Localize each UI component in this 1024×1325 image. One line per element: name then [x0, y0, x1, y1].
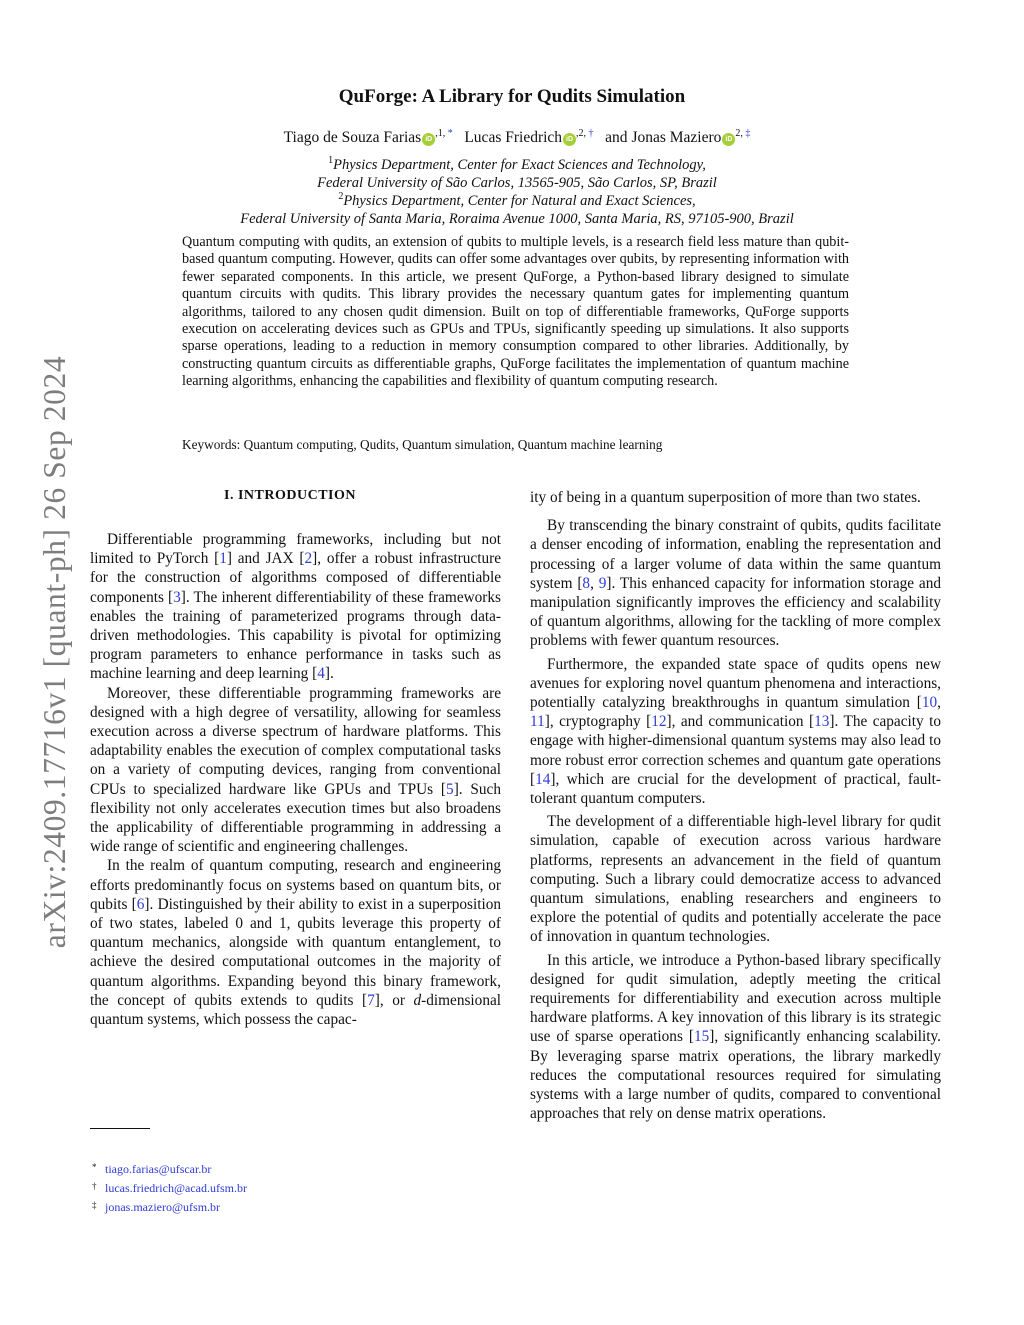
- column-left: [90, 530, 501, 1029]
- footnote: † lucas.friedrich@acad.ufsm.br: [92, 1181, 247, 1195]
- email-link[interactable]: jonas.maziero@ufsm.br: [105, 1200, 221, 1214]
- email-link[interactable]: lucas.friedrich@acad.ufsm.br: [105, 1181, 247, 1195]
- arxiv-sidebar-stamp: [33, 338, 77, 966]
- paragraph: In this article, we introduce a Python-based library specifically designed for qudit simulation, adeptly meeting the critical requirements for differentiability and execution across multiple hardware platforms. A key innovation of this library is its strategic use of sparse operations [15], significantly enhancing scalability. By leveraging sparse matrix operations, the library markedly reduces the computational resources required for simulating systems with a large number of qudits, compared to conventional approaches that rely on dense matrix operations.: [530, 951, 941, 1123]
- paragraph: Moreover, these differentiable programming frameworks are designed with a high degree of versatility, allowing for seamless execution across a diverse spectrum of hardware platforms. This adaptability enables the execution of complex computational tasks on a variety of computing devices, ranging from conventional CPUs to specialized hardware like GPUs and TPUs [5]. Such flexibility not only accelerates execution times but also broadens the applicability of differentiable programming in addressing a wide range of scientific and engineering challenges.: [90, 684, 501, 856]
- keywords: Keywords: Quantum computing, Qudits, Quantum simulation, Quantum machine learning: [182, 437, 663, 452]
- citation-link[interactable]: 8: [582, 574, 591, 592]
- author-footnote-link[interactable]: †: [588, 128, 594, 139]
- citation-link[interactable]: 1: [219, 550, 227, 568]
- citation-link[interactable]: 4: [317, 665, 325, 683]
- author-list: [0, 128, 1024, 147]
- citation-link[interactable]: 9: [598, 574, 607, 592]
- section-heading: I. INTRODUCTION: [224, 488, 356, 503]
- citation-link[interactable]: 11: [530, 713, 545, 731]
- author-affiliation-number: ,1, *: [435, 128, 453, 139]
- citation-link[interactable]: 12: [651, 713, 667, 731]
- author-footnote-link[interactable]: ‡: [745, 128, 751, 139]
- footnotes: [92, 1159, 247, 1216]
- footnote-rule: [90, 1128, 150, 1129]
- citation-link[interactable]: 10: [921, 694, 938, 712]
- arxiv-identifier: arXiv:2409.17716v1 [quant-ph] 26 Sep 2024: [37, 355, 72, 949]
- orcid-icon[interactable]: iD: [722, 133, 735, 146]
- affiliation-1: $^1$Physics Department, Center for Exact Sciences and Technology, Federal University of São Carlos, 13565-905, São Carlos, SP, Brazil: [317, 155, 717, 191]
- footnote: ‡ jonas.maziero@ufsm.br: [92, 1200, 221, 1214]
- paper-title: QuForge: A Library for Qudits Simulation: [338, 86, 686, 107]
- citation-link[interactable]: 13: [814, 713, 830, 731]
- citation-link[interactable]: 7: [367, 991, 375, 1009]
- orcid-icon[interactable]: iD: [422, 133, 435, 146]
- author-name: Tiago de Souza Farias: [283, 129, 422, 146]
- paragraph: The development of a differentiable high-level library for qudit simulation, capable of execution across various hardware platforms, represents an advancement in the field of quantum computing. Such a library could democratize access to advanced quantum simulations, enabling researchers and engineers to explore the potential of qudits and potentially accelerate the pace of innovation in quantum technologies.: [530, 813, 941, 946]
- author-conjunction: and: [605, 129, 628, 146]
- email-link[interactable]: tiago.farias@ufscar.br: [105, 1162, 212, 1176]
- footnote: * tiago.farias@ufscar.br: [92, 1162, 212, 1176]
- affiliation-2: $^2$Physics Department, Center for Natural and Exact Sciences, Federal University of Santa Maria, Roraima Avenue 1000, Santa Maria, RS, 97105-900, Brazil: [240, 191, 794, 227]
- citation-link[interactable]: 14: [535, 770, 551, 788]
- paragraph: Furthermore, the expanded state space of qudits opens new avenues for exploring novel quantum phenomena and interactions, potentially catalyzing breakthroughs in quantum simulation [10, 11], cryptography [12], and communication [13]. The capacity to engage with higher-dimensional quantum systems may also lead to more robust error correction schemes and quantum gate operations [14], which are crucial for the development of practical, fault-tolerant quantum computers.: [530, 655, 942, 808]
- author-name: Jonas Maziero: [631, 129, 722, 146]
- column-right: [530, 488, 941, 1124]
- citation-link[interactable]: 2: [304, 550, 313, 568]
- paragraph: By transcending the binary constraint of qubits, qudits facilitate a denser encoding of information, enabling the representation and processing of a larger volume of data within the same quantum system [8, 9]. This enhanced capacity for information storage and manipulation significantly improves the efficiency and scalability of quantum algorithms, allowing for the tackling of more complex problems with fewer quantum resources.: [530, 517, 941, 650]
- author-affiliation-number: 2, ‡: [735, 128, 751, 139]
- orcid-icon[interactable]: iD: [563, 133, 576, 146]
- author-footnote-link[interactable]: *: [447, 128, 453, 139]
- citation-link[interactable]: 5: [446, 780, 454, 798]
- citation-link[interactable]: 15: [693, 1028, 710, 1046]
- paragraph: Differentiable programming frameworks, including but not limited to PyTorch [1] and JAX [2], offer a robust infrastructure for the construction of algorithms composed of differentiable components [3]. The inherent differentiability of these frameworks enables the training of parameterized programs through data-driven methodologies. This capability is pivotal for optimizing program parameters to enhance performance in tasks such as machine learning and deep learning [4].: [90, 531, 501, 683]
- author-name: Lucas Friedrich: [464, 129, 563, 146]
- paragraph: In the realm of quantum computing, research and engineering efforts predominantly focus on systems based on quantum bits, or qubits [6]. Distinguished by their ability to exist in a superposition of two states, labeled 0 and 1, qubits leverage this property of quantum mechanics, alongside with quantum entanglement, to achieve the desired computational outcomes in the majority of quantum algorithms. Expanding beyond this binary framework, the concept of qubits extends to qudits [7], or d-dimensional quantum systems, which possess the capac-: [90, 857, 502, 1029]
- paragraph: ity of being in a quantum superposition of more than two states.: [530, 489, 921, 506]
- citation-link[interactable]: 3: [173, 588, 181, 606]
- citation-link[interactable]: 6: [136, 895, 145, 913]
- abstract: Quantum computing with qudits, an extension of qubits to multiple levels, is a research field less mature than qubit-based quantum computing. However, qudits can offer some advantages over qubits, by representing information with fewer separated components. In this article, we present QuForge, a Python-based library designed to simulate quantum circuits with qudits. This library provides the necessary quantum gates for implementing quantum algorithms, tailored to any chosen qudit dimension. Built on top of differentiable frameworks, QuForge supports execution on accelerating devices such as GPUs and TPUs, significantly speeding up simulations. It also supports sparse operations, leading to a reduction in memory consumption compared to other libraries. Additionally, by constructing quantum circuits as differentiable graphs, QuForge facilitates the implementation of quantum machine learning algorithms, enhancing the capabilities and flexibility of quantum computing research.: [182, 234, 849, 390]
- author-affiliation-number: ,2, †: [576, 128, 594, 139]
